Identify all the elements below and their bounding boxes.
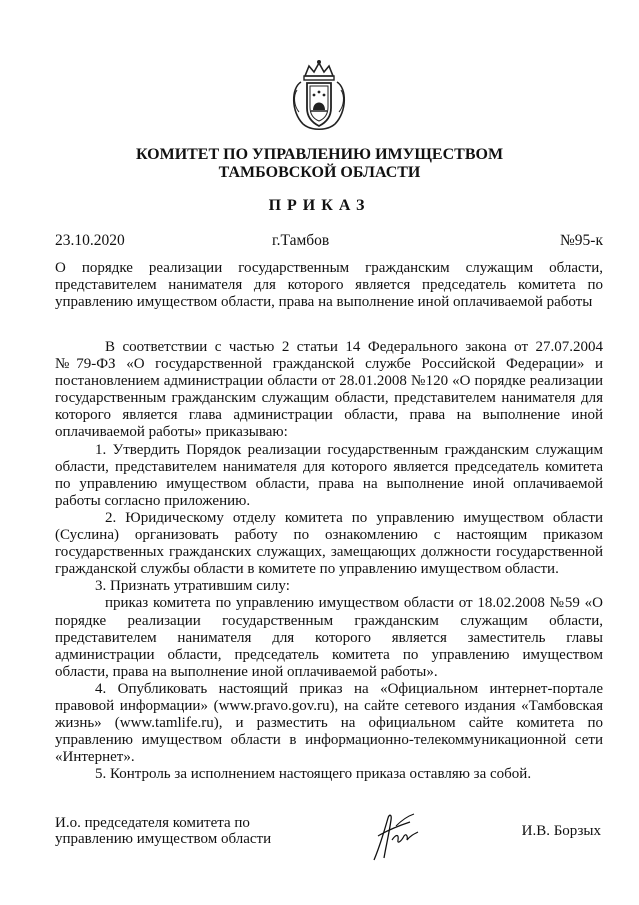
- coat-of-arms-icon: [287, 58, 351, 134]
- document-city: г.Тамбов: [272, 232, 330, 249]
- signatory-position: [55, 815, 271, 847]
- body-preamble: В соответствии с частью 2 статьи 14 Федерального закона от 27.07.2004 №79-ФЗ «О государственной гражданской службе Российской Федерации» и постановлением администрации области от 28.01.2008 №120 «О порядке реализации государственным гражданским служащим области, представителем нанимателя для которого является глава администрации области, права на выполнение иной оплачиваемой работы» приказываю:: [55, 339, 603, 441]
- document-type-title: ПРИКАЗ: [268, 197, 371, 214]
- body-item-1: 1. Утвердить Порядок реализации государственным гражданским служащим области, представителем нанимателя для которого является председатель комитета по управлению имуществом области, права на выполнение иной оплачиваемой работы согласно приложению.: [55, 441, 603, 509]
- document-body: [55, 339, 603, 783]
- signatory-position-line1: И.о. председателя комитета по: [55, 815, 250, 831]
- body-item-3-sub: приказ комитета по управлению имуществом области от 18.02.2008 №59 «О порядке реализации государственным гражданским служащим области, представителем нанимателя для которого является заместитель главы администрации области, председатель комитета по управлению имуществом области, права на выполнение иной оплачиваемой работы».: [55, 595, 603, 680]
- signatory-position-line2: управлению имуществом области: [55, 831, 272, 847]
- handwritten-signature-icon: [366, 806, 426, 866]
- document-number: №95-к: [560, 232, 603, 249]
- body-item-4: 4. Опубликовать настоящий приказ на «Официальном интернет-портале правовой информации» (www.pravo.gov.ru), на сайте сетевого издания «Тамбовская жизнь» (www.tamlife.ru), и разместить на официальном сайте комитета по управлению имуществом области в информационно-телекоммуникационной сети «Интернет».: [55, 680, 603, 766]
- organization-name: [0, 146, 639, 182]
- body-item-2: 2. Юридическому отделу комитета по управлению имуществом области (Суслина) организовать работу по ознакомлению с настоящим приказом государственных гражданских служащих, замещающих должности государственной гражданской службы области в комитете по управлению имуществом области.: [55, 509, 603, 578]
- organization-name-line2: ТАМБОВСКОЙ ОБЛАСТИ: [218, 164, 421, 181]
- document-subject: О порядке реализации государственным гражданским служащим области, представителем нанимателя для которого является председатель комитета по управлению имуществом области, права на выполнение иной оплачиваемой работы: [55, 260, 603, 310]
- document-date: 23.10.2020: [55, 232, 125, 249]
- organization-name-line1: КОМИТЕТ ПО УПРАВЛЕНИЮ ИМУЩЕСТВОМ: [135, 146, 504, 163]
- body-item-5: 5. Контроль за исполнением настоящего приказа оставляю за собой.: [95, 766, 532, 783]
- body-item-3: 3. Признать утратившим силу:: [95, 578, 290, 595]
- signatory-name: И.В. Борзых: [521, 823, 601, 839]
